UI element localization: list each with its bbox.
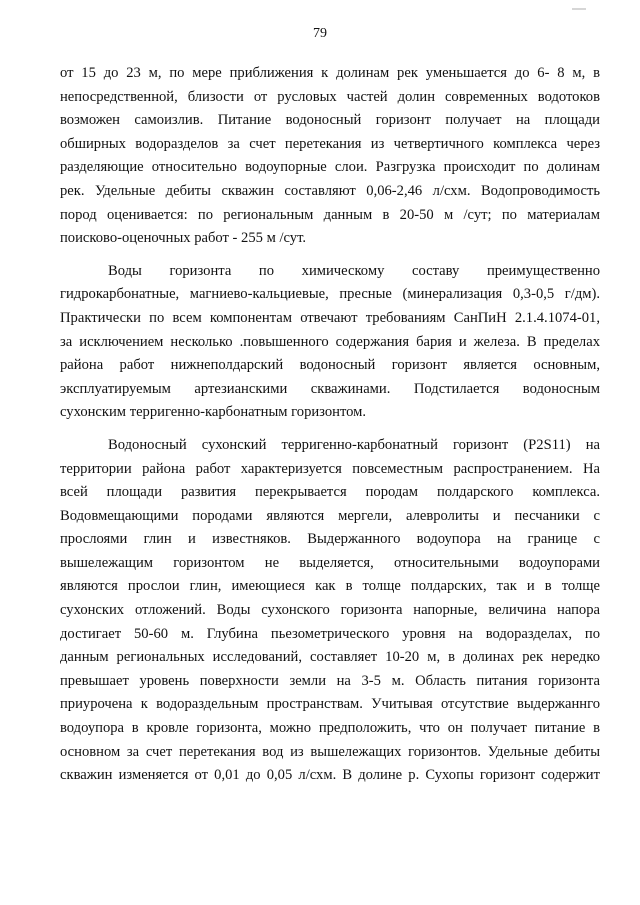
text-line: вышележащим горизонтом не выделяется, относительными водоупорами [60, 554, 600, 571]
document-body [60, 62, 600, 788]
text-line: непосредственной, близости от русловых частей долин современных водотоков [60, 88, 600, 105]
text-line: основном за счет перетекания вод из вышележащих горизонтов. Удельные дебиты [60, 743, 600, 760]
text-line: прослоями глин и известняков. Выдержанного водоупора на границе с [60, 531, 600, 548]
text-line: района работ нижнеполдарский водоносный горизонт является основным, [60, 357, 600, 374]
text-line: от 15 до 23 м, по мере приближения к долинам рек уменьшается до 6- 8 м, в [60, 65, 600, 81]
text-line: территории района работ характеризуется повсеместным распространением. На [60, 460, 600, 477]
page-number: 79 [313, 26, 327, 41]
text-line: Водоносный сухонский терригенно-карбонатный горизонт (P2S11) на [108, 436, 600, 453]
scan-artifact [572, 8, 586, 10]
text-line: сухонским терригенно-карбонатным горизонтом. [60, 404, 367, 421]
text-line: поисково-оценочных работ - 255 м /сут. [60, 230, 307, 247]
text-line: гидрокарбонатные, магниево-кальциевые, пресные (минерализация 0,3-0,5 г/дм). [60, 286, 600, 303]
paragraph-3 [60, 434, 600, 788]
text-line: разделяющие относительно водоупорные слои. Разгрузка происходит по долинам [60, 159, 600, 176]
text-line: эксплуатируемым артезианскими скважинами. Подстилается водоносным [60, 380, 600, 397]
text-line: скважин изменяется от 0,01 до 0,05 л/схм. В долине р. Сухопы горизонт содержит [60, 767, 600, 784]
text-line: водоупора в кровле горизонта, можно предположить, что он получает питание в [60, 720, 600, 737]
paragraph-1 [60, 62, 600, 251]
text-line: обширных водоразделов за счет перетекания из четвертичного комплекса через [60, 135, 600, 152]
text-line: достигает 50-60 м. Глубина пьезометрического уровня на водоразделах, по [60, 625, 600, 642]
text-line: всей площади развития перекрывается породам полдарского комплекса. [60, 484, 600, 501]
text-line: Практически по всем компонентам отвечают требованиям СанПиН 2.1.4.1074-01, [60, 309, 600, 326]
text-line: возможен самоизлив. Питание водоносный горизонт получает на площади [60, 112, 600, 129]
text-line: превышает уровень поверхности земли на 3-5 м. Область питания горизонта [60, 672, 600, 689]
text-line: приурочена к водораздельным пространствам. Учитывая отсутствие выдержаннго [60, 696, 600, 713]
text-line: за исключением несколько .повышенного содержания бария и железа. В пределах [60, 333, 600, 350]
text-line: сухонских отложений. Воды сухонского горизонта напорные, величина напора [60, 602, 600, 619]
text-line: являются прослои глин, имеющиеся как в толще полдарских, так и в толще [60, 578, 600, 595]
text-line: Водовмещающими породами являются мергели, алевролиты и песчаники с [60, 507, 600, 524]
text-line: Воды горизонта по химическому составу преимущественно [108, 262, 600, 279]
text-line: данным региональных исследований, составляет 10-20 м, в долинах рек нередко [60, 649, 600, 666]
paragraph-2 [60, 260, 600, 425]
text-line: пород оценивается: по региональным данным в 20-50 м /сут; по материалам [60, 206, 600, 223]
text-line: рек. Удельные дебиты скважин составляют 0,06-2,46 л/схм. Водопроводимость [60, 182, 600, 199]
